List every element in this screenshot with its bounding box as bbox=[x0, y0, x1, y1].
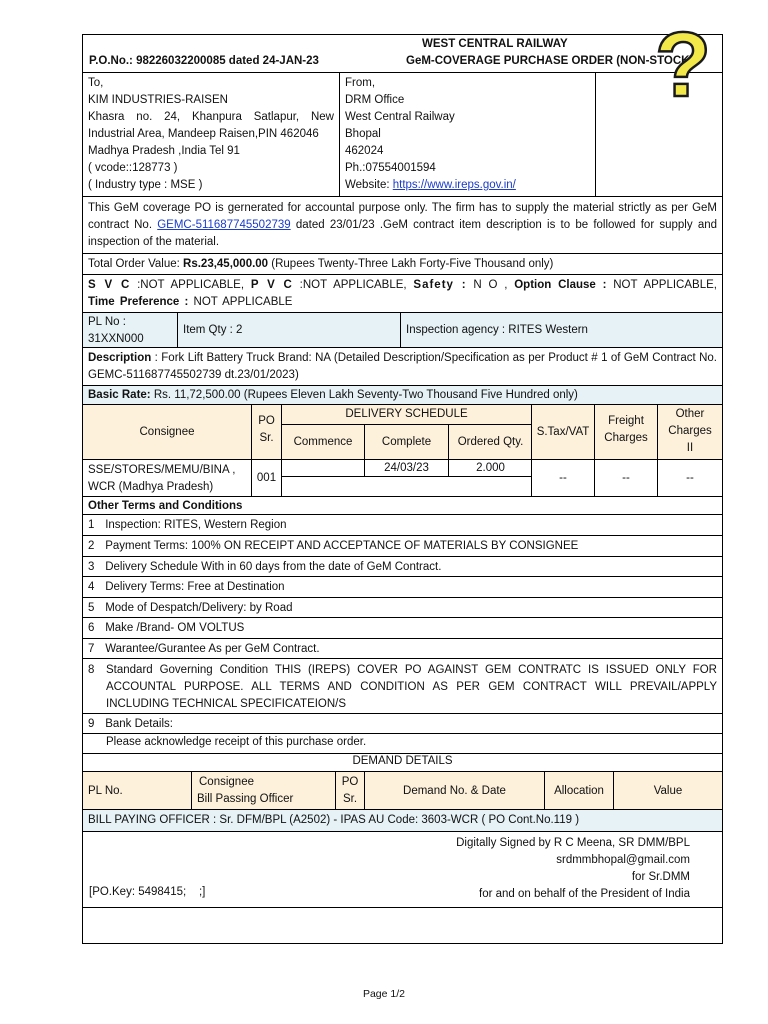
description-label: Description bbox=[88, 352, 152, 364]
from-address bbox=[340, 73, 596, 196]
to-line: To, bbox=[88, 77, 104, 89]
to-address bbox=[83, 73, 340, 196]
term-item: 4 Delivery Terms: Free at Destination bbox=[83, 577, 722, 598]
gem-contract-link[interactable]: GEMC-511687745502739 bbox=[157, 219, 291, 231]
demand-pl-no: PL No. bbox=[83, 772, 192, 809]
safety-label: Safety : bbox=[413, 279, 467, 291]
commence-header: Commence bbox=[282, 425, 365, 459]
other-charges-cell: -- bbox=[686, 472, 694, 484]
term-item: 1 Inspection: RITES, Western Region bbox=[83, 515, 722, 536]
website-link[interactable]: https://www.ireps.gov.in/ bbox=[392, 179, 516, 191]
inspection-cell bbox=[401, 313, 722, 347]
pvc-value: :NOT APPLICABLE, bbox=[292, 279, 414, 291]
po-number: P.O.No.: 98226032200085 dated 24-JAN-23 bbox=[89, 55, 319, 67]
to-line: Madhya Pradesh ,India Tel 91 bbox=[88, 145, 240, 157]
total-row bbox=[83, 254, 722, 275]
demand-allocation: Allocation bbox=[545, 772, 614, 809]
order-type: GeM-COVERAGE PURCHASE ORDER (NON-STOCK) bbox=[406, 55, 694, 67]
stax-header: S.Tax/VAT bbox=[532, 405, 595, 459]
basic-rate-text: Rs. 11,72,500.00 (Rupees Eleven Lakh Seventy-Two Thousand Five Hundred only) bbox=[150, 389, 578, 401]
commence-cell bbox=[282, 460, 365, 477]
railway-title: WEST CENTRAL RAILWAY bbox=[422, 38, 568, 50]
time-label: Time Preference : bbox=[88, 296, 189, 308]
svc-row bbox=[83, 275, 722, 313]
page-number: Page 1/2 bbox=[362, 988, 406, 1000]
terms-title: Other Terms and Conditions bbox=[83, 497, 722, 515]
item-qty-cell bbox=[178, 313, 401, 347]
signer-role: for Sr.DMM bbox=[631, 871, 690, 883]
demand-value: Value bbox=[653, 784, 683, 797]
from-line: 462024 bbox=[345, 145, 384, 157]
signature-lines bbox=[456, 835, 690, 903]
from-line: Ph.:07554001594 bbox=[345, 162, 436, 174]
schedule-cells bbox=[282, 460, 532, 496]
option-value: NOT APPLICABLE, bbox=[606, 279, 717, 291]
term-item: 3 Delivery Schedule With in 60 days from the date of GeM Contract. bbox=[83, 557, 722, 577]
term-item: 9 Bank Details: bbox=[83, 714, 722, 734]
option-label: Option Clause : bbox=[514, 279, 607, 291]
from-line: Bhopal bbox=[345, 128, 381, 140]
basic-rate-row bbox=[83, 386, 722, 405]
purchase-order-sheet bbox=[82, 34, 723, 944]
from-line: DRM Office bbox=[345, 94, 405, 106]
to-line: Khasra no. 24, Khanpura Satlapur, New bbox=[88, 111, 334, 123]
description-text: : Fork Lift Battery Truck Brand: NA (Detailed Description/Specification as per Product # 1 of GeM Contract No. GEMC-511687745502739 dt.23/01/2023) bbox=[88, 352, 717, 381]
from-line: West Central Railway bbox=[345, 111, 455, 123]
term-item: 6 Make /Brand- OM VOLTUS bbox=[83, 618, 722, 639]
demand-header bbox=[83, 772, 722, 810]
complete-header: Complete bbox=[365, 425, 449, 459]
description-row bbox=[83, 348, 722, 386]
term-item: 8 Standard Governing Condition THIS (IREPS) COVER PO AGAINST GEM CONTRATC IS ISSUED ONLY FOR ACCOUNTAL PURPOSE. ALL TERMS AND CONDITION AS PER GEM CONTRACT WILL PREVAIL/APPLY INCLUDING TECHNICAL SPECIFICATEION/S bbox=[83, 659, 722, 714]
complete-cell: 24/03/23 bbox=[365, 460, 449, 477]
header-row bbox=[83, 35, 722, 73]
freight-cell: -- bbox=[595, 460, 658, 496]
pl-value: 31XXN000 bbox=[88, 333, 144, 345]
address-row bbox=[83, 73, 722, 197]
consignee-header: Consignee bbox=[83, 405, 252, 459]
signer-email: srdmmbhopal@gmail.com bbox=[556, 854, 690, 866]
to-line: KIM INDUSTRIES-RAISEN bbox=[88, 94, 228, 106]
total-words: (Rupees Twenty-Three Lakh Forty-Five Thousand only) bbox=[268, 258, 554, 270]
svg-text:?: ? bbox=[654, 16, 712, 106]
term-item: 7 Warantee/Gurantee As per GeM Contract. bbox=[83, 639, 722, 659]
to-line: ( Industry type : MSE ) bbox=[88, 179, 203, 191]
from-line: From, bbox=[345, 77, 376, 89]
website-label: Website: bbox=[345, 179, 393, 191]
delivery-row bbox=[83, 460, 722, 497]
pl-cell bbox=[83, 313, 178, 347]
svc-value: :NOT APPLICABLE, bbox=[130, 279, 251, 291]
item-qty: Item Qty : 2 bbox=[183, 324, 243, 336]
coverage-text-2: dated 23/01/23 .GeM contract item description is to be followed for supply and inspection of the material. bbox=[88, 219, 718, 248]
demand-title: DEMAND DETAILS bbox=[83, 754, 722, 772]
ordered-header: Ordered Qty. bbox=[457, 436, 524, 448]
stax-cell: -- bbox=[532, 460, 595, 496]
po-key: [PO.Key: 5498415; ;] bbox=[89, 886, 206, 898]
delivery-header bbox=[83, 405, 722, 460]
signature-block bbox=[83, 832, 722, 908]
signed-by: Digitally Signed by R C Meena, SR DMM/BPL bbox=[456, 837, 690, 849]
inspection-agency: Inspection agency : RITES Western bbox=[406, 324, 588, 336]
on-behalf: for and on behalf of the President of India bbox=[479, 888, 690, 900]
basic-rate-label: Basic Rate: bbox=[88, 389, 151, 401]
to-line: ( vcode::128773 ) bbox=[88, 162, 178, 174]
acknowledge-note: Please acknowledge receipt of this purchase order. bbox=[83, 734, 722, 754]
total-label: Total Order Value: bbox=[88, 258, 184, 270]
coverage-note bbox=[83, 197, 722, 254]
safety-value: N O , bbox=[466, 279, 515, 291]
other-charges-header: Other Charges II bbox=[668, 408, 712, 454]
total-amount: Rs.23,45,000.00 bbox=[183, 258, 269, 270]
time-value: NOT APPLICABLE bbox=[188, 296, 293, 308]
pvc-label: P V C bbox=[250, 279, 293, 291]
schedule-header bbox=[282, 405, 532, 459]
term-item: 2 Payment Terms: 100% ON RECEIPT AND ACCEPTANCE OF MATERIALS BY CONSIGNEE bbox=[83, 536, 722, 557]
freight-header: Freight Charges bbox=[595, 405, 658, 459]
coverage-text: This GeM coverage PO is gernerated for accountal purpose only. The firm has to supply the material strictly as per GeM contract No. bbox=[88, 202, 717, 231]
po-sr-header: PO Sr. bbox=[252, 405, 282, 459]
demand-no-date: Demand No. & Date bbox=[365, 772, 545, 809]
demand-consignee: Consignee Bill Passing Officer bbox=[192, 772, 336, 809]
schedule-title: DELIVERY SCHEDULE bbox=[282, 405, 531, 425]
consignee-cell: SSE/STORES/MEMU/BINA , WCR (Madhya Pradesh) bbox=[83, 460, 252, 496]
demand-po-sr: PO Sr. bbox=[336, 772, 365, 809]
pl-row bbox=[83, 313, 722, 348]
question-mark-icon bbox=[648, 16, 718, 106]
term-item: 5 Mode of Despatch/Delivery: by Road bbox=[83, 598, 722, 618]
pl-label: PL No : bbox=[88, 316, 126, 328]
po-sr-cell: 001 bbox=[252, 460, 282, 496]
to-line: Industrial Area, Mandeep Raisen,PIN 462046 bbox=[88, 128, 319, 140]
svc-label: S V C bbox=[88, 279, 131, 291]
ordered-cell: 2.000 bbox=[449, 460, 532, 477]
bill-paying-officer: BILL PAYING OFFICER : Sr. DFM/BPL (A2502) - IPAS AU Code: 3603-WCR ( PO Cont.No.119 ) bbox=[83, 810, 722, 832]
